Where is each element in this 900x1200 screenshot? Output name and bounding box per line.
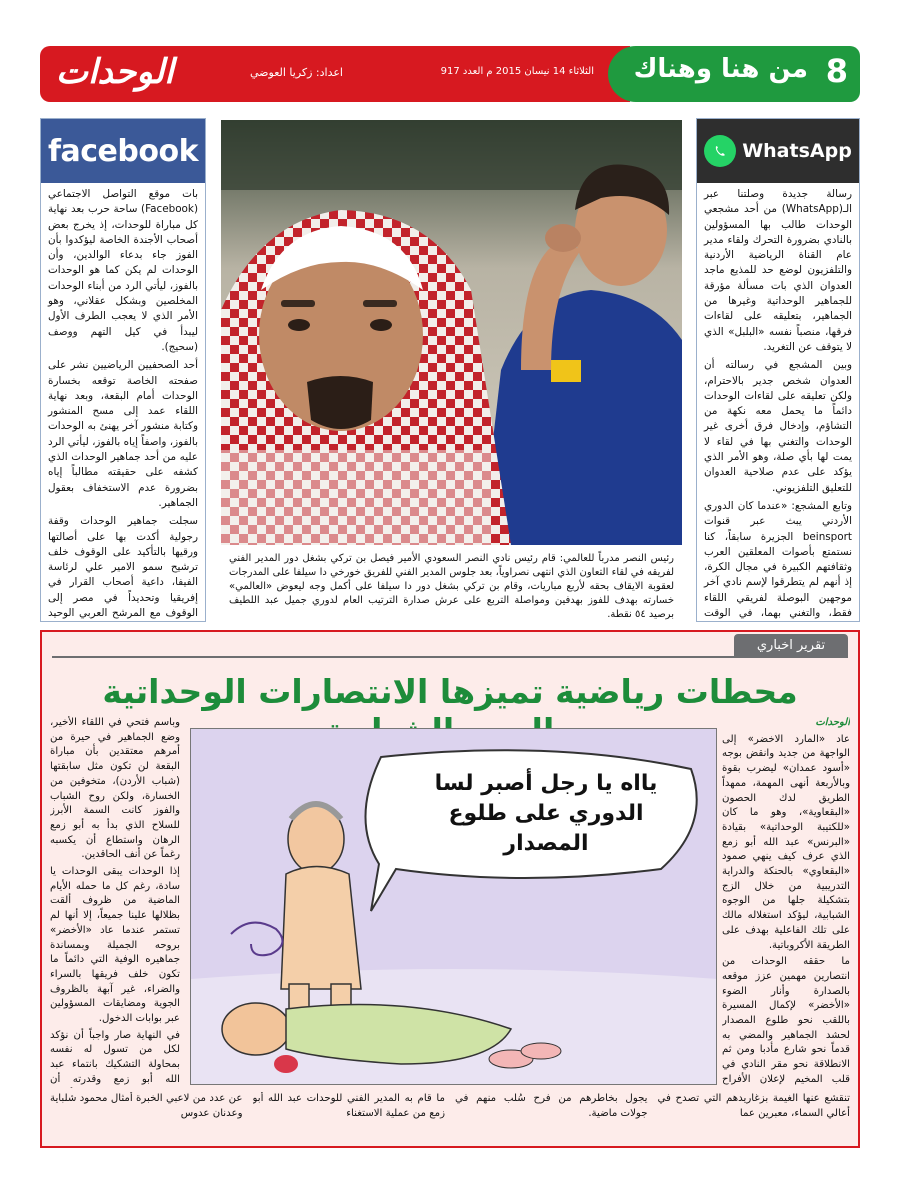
news-photo	[221, 120, 682, 545]
report-bottom-column: ما قام به المدير الفني للوحدات عبد الله أبو زمع من عملية الاستغناء	[252, 1093, 445, 1119]
page-number: 8	[825, 52, 848, 90]
whatsapp-paragraph: وبين المشجع في رسالته أن العدوان شخص جدير بالاحترام، ولكن تعليقه على لقاءات الوحدات دائماً ما يحمل معه نكهة من التشاؤم، وإدخال فرق أخرى غير الوحدات والتغني بها في لقاء لا يمت لها بأي صلة، وهو الأمر الذي يؤكد على عدم صلاحية العدوان للتعليق التلفزيوني.	[704, 359, 852, 494]
photo-caption: رئيس النصر مدرباً للعالمي: قام رئيس نادي النصر السعودي الأمير فيصل بن تركي بشغل دور المدير الفني لفريقه في لقاء التعاون الذي انتهى نصراوياً، بعد جلوس المدير الفني للفريق خورخي دا سيلفا على المدرجات لعقوبة الايقاف بحقه لأربع مباريات، وقام بن تركي بشغل دور دا سيلفا على أكمل وجه ليعوض «العالمي» خسارته بهدف للفوز بهدفين ومواصلة التربع على عرش صدارة الترتيب العام لدوري جميل عبد اللطيف برصيد ٥٤ نقطة.	[229, 553, 674, 620]
facebook-column	[40, 118, 206, 622]
section-title: من هنا وهناك	[633, 54, 808, 84]
report-paragraph: ما حققه الوحدات من انتصارين مهمين عزز موقعه بالصدارة وأنار الضوء «الأخضر» لإكمال المسيرة باللقب نحو طلوع المصدار لحشد الجماهير والمضي به قدماً نحو شارع مأدبا ومن ثم الانطلاقة نحو مقر النادي في قلب المخيم لإعلان الأفراح	[722, 956, 850, 1085]
report-bottom-column: عن عدد من لاعبي الخبرة أمثال محمود شلباية وعدنان عدوس	[50, 1093, 243, 1119]
report-byline: الوحدات	[815, 717, 850, 728]
report-paragraph: إذا الوحدات يبقى الوحدات يا سادة، رغم كل ما حمله الأيام الماضية من ظروف ألقت بظلالها علينا جميعاً، إلا أنها لم تستمر عندما عاد «الأخضر» بروحه الجميلة وبمساندة جماهيره الوفية التي دائماً ما تكون خلف فريقها بالسراء والضراء، غير آبهة بالظروف الجوية ومضايقات المسؤولين عبر بوابات الدخول.	[50, 866, 180, 1025]
report-right-column	[722, 716, 850, 1088]
facebook-paragraph: أحد الصحفيين الرياضيين نشر على صفحته الخاصة توقعه بخسارة الوحدات أمام البقعة، وبعد نهاية اللقاء عمد إلى مسح المنشور وكتابة منشور آخر يهنئ به الوحدات بالفوز، واصفاً إياه بالفوز، ليأتي الرد عليه من أحد جماهير الوحدات الذي كشفه على حقيقته مطالباً إياه بضرورة عدم الاستخفاف بعقول الجماهير.	[48, 359, 198, 509]
page-header	[40, 46, 860, 102]
report-headline: محطات رياضية تميزها الانتصارات الوحداتية	[102, 672, 798, 711]
report-bottom-column: تنقشع عنها الغيمة بزغاريدهم التي تصدح في أعالي السماء، معبرين عما	[657, 1093, 850, 1119]
whatsapp-logo-text: WhatsApp	[742, 140, 852, 162]
report-paragraph: عاد «المارد الاخضر» إلى الواجهة من جديد وانقض بوجه «أسود عمدان» ليضرب بقوة وبالأربعة أنهى المهمة، ممهداً الطريق لدك الحصون «البقعاوية»، وهو ما كان «للكتيبة الوحداتية» بقيادة «البرنس» عبد الله أبو زمع الذي عرف كيف ينهي صمود «البقعاوي» بالحنكة والدراية التدريبية من خلال الزج بتشكيلة جلها من الوجوه الشبابية، ليؤكد استغلاله مالك على تلك الفاعلية بهدف على الطريقة الأكروباتية.	[722, 733, 850, 951]
photo-illustration	[221, 120, 682, 545]
whatsapp-text	[697, 183, 859, 621]
report-tag: تقرير اخباري	[734, 634, 848, 656]
report-paragraph: وباسم فتحي في اللقاء الأخير، وضع الجماهير في حيرة من أمرهم معتقدين بأن مباراة البقعة لن تكون مثل سابقتها (شباب الأردن)، متخوفين من الخسارة، ولكن روح الشباب والفوز كانت السمة الأبرز للسلاح الذي بدأ به أبو زمع الرهان واستطاع أن يكسبه رغماً عن أنف الحاقدين.	[50, 717, 180, 861]
cartoon	[190, 728, 717, 1085]
header-red-band	[40, 46, 630, 102]
brand-logo: الوحدات	[56, 52, 174, 92]
prepared-by: اعداد: زكريا العوضي	[250, 66, 343, 79]
whatsapp-paragraph: وتابع المشجع: «عندما كان الدوري الأردني يبث عبر قنوات beinsport الجزيرة سابقاً، كنا نستمتع بأصوات المعلقين العرب وثقافتهم الكبيرة في مجال الكرة، إذ أنهم لم يتطرقوا لإسم نادي آخر موجهين البوصلة لفريقي اللقاء فقط، والتغني بهما، في الوقت	[704, 499, 852, 620]
facebook-text	[41, 183, 205, 621]
whatsapp-paragraph: رسالة جديدة وصلتنا عبر الـ(WhatsApp) من أحد مشجعي الوحدات طالب بها المسؤولين بالنادي بضرورة التحرك ولقاء مدير عام القناة الرياضية الأردنية والتلفزيون لوضع حد للمذيع ماجد العدوان الذي بات مسألة مؤرقة للجماهير الوحداتية وغيرها من الجماهير، بتعليقه على لقاءات فرقها، منصباً نفسه «البلبل» الذي لا يتوقف عن التغريد.	[704, 188, 852, 353]
report-tag-divider	[52, 656, 848, 658]
facebook-paragraph: بات موقع التواصل الاجتماعي (Facebook) ساحة حرب بعد نهاية كل مباراة للوحدات، إذ يخرج بعض أصحاب الأجندة الخاصة ليؤكدوا بأن الفوز جاء بدعاء الوالدين، وأن الوحدات لم يكن كما هو الوحدات بالفوز، ليأتي الرد من أبناء الوحدات المخلصين وبشكل عقلاني، وهو الأمر الذي لا يعجب الطرف الأول ليبدأ في كيل التهم ووصف (سحيج).	[48, 188, 198, 353]
facebook-logo: facebook	[41, 119, 205, 183]
news-report	[40, 630, 860, 1148]
facebook-paragraph: سجلت جماهير الوحدات وقفة رجولية أكدت بها على أصالتها ورقيها بالتأكيد على الوقوف خلف ترشيح سمو الامير علي لرئاسة الفيفا، داعية أصحاب القرار في إفريقيا وتحديداً في مصر إلى الوقوف مع المرشح العربي الوحيد	[48, 515, 198, 620]
report-bottom-row	[50, 1092, 850, 1121]
whatsapp-column	[696, 118, 860, 622]
issue-info: الثلاثاء 14 نيسان 2015 م العدد 917	[440, 66, 594, 77]
report-left-column	[50, 716, 180, 1088]
header-green-band	[608, 46, 860, 102]
report-paragraph: في النهاية صار واجباً أن نؤكد لكل من تسول له نفسه بمحاولة التشكيك بانتماء عبد الله أبو زمع وقدرته أن	[50, 1029, 180, 1085]
whatsapp-icon	[704, 135, 736, 167]
cartoon-speech-text: يااه يا رجل أصبر لسا الدوري على طلوع المصدار	[434, 771, 658, 856]
report-bottom-column: يجول بخاطرهم من فرح سُلب منهم في جولات ماضية.	[455, 1093, 648, 1119]
whatsapp-logo	[697, 119, 859, 183]
